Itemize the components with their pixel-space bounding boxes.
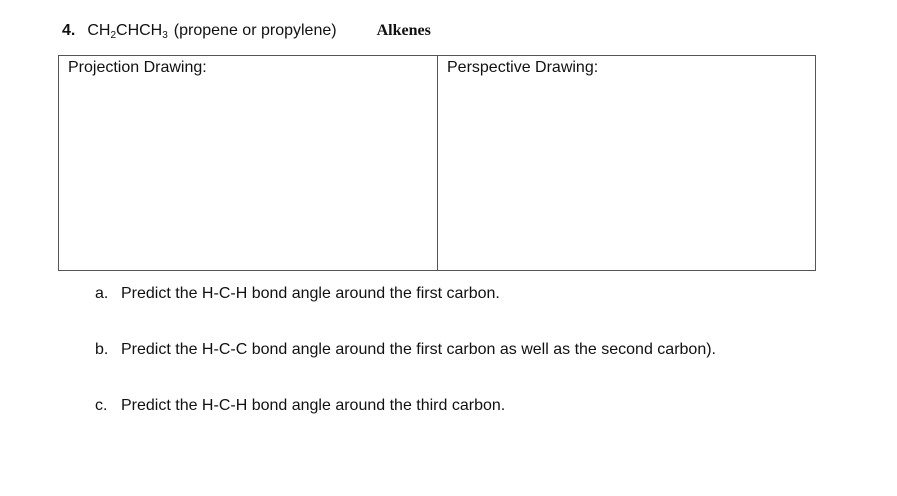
projection-drawing-label: Projection Drawing: [68,59,207,76]
formula-subscript-2: 3 [162,30,168,41]
list-item [95,396,716,416]
question-text: Predict the H-C-H bond angle around the third carbon. [121,397,506,414]
question-list [95,284,716,416]
question-letter: a. [95,285,109,302]
list-item [95,284,716,304]
formula-part-2: CHCH [116,22,163,39]
question-heading [62,22,431,46]
formula-subscript-1: 2 [110,30,117,41]
question-letter: b. [95,341,109,358]
chemical-formula [87,22,167,40]
question-letter: c. [95,397,108,414]
topic-title: Alkenes [376,22,431,39]
formula-part-1: CH [87,22,111,39]
list-item [95,340,716,360]
perspective-drawing-box [438,56,815,270]
perspective-drawing-label: Perspective Drawing: [447,59,599,76]
compound-name: (propene or propylene) [173,22,337,39]
question-text: Predict the H-C-C bond angle around the first carbon as well as the second carbon). [121,341,716,358]
projection-drawing-box [59,56,438,270]
question-number: 4. [62,22,76,39]
drawing-table [58,55,816,271]
question-text: Predict the H-C-H bond angle around the first carbon. [121,285,500,302]
